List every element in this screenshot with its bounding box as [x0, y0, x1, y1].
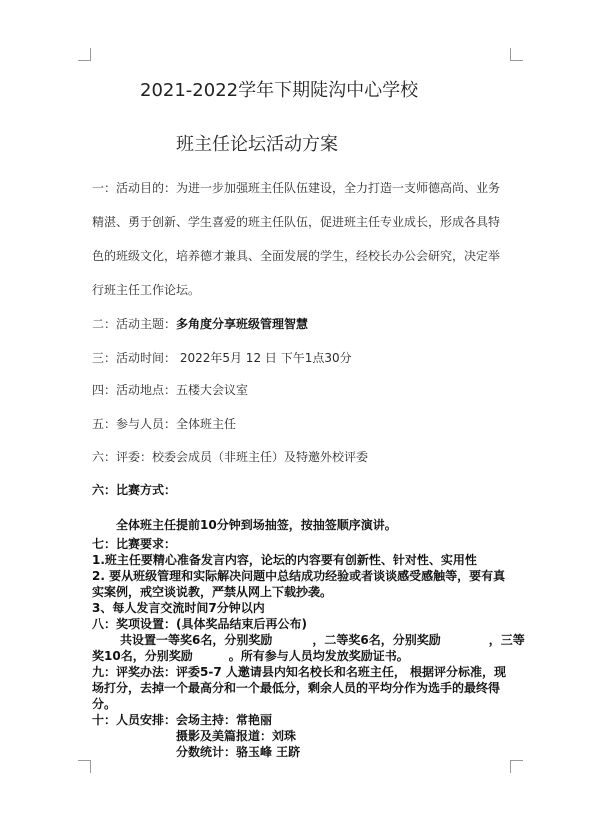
participants-line: 五：参与人员：全体班主任	[92, 417, 237, 431]
doc-title-line2: 班主任论坛活动方案	[176, 134, 338, 155]
purpose-line-3: 色的班级文化，培养德才兼具、全面发展的学生，经校长办公会研究，决定举	[92, 249, 501, 263]
place-line: 四：活动地点：五楼大会议室	[92, 383, 249, 397]
theme-label: 二：活动主题：	[92, 317, 177, 331]
awards-part-1: 共设置一等奖6名，分别奖励	[120, 633, 273, 647]
purpose-line-4: 行班主任工作论坛。	[92, 283, 201, 297]
requirements-title: 七：比赛要求：	[92, 537, 177, 551]
crop-mark-bottom-left	[78, 760, 91, 773]
evaluation-line-2: 场打分，去掉一个最高分和一个最低分，剩余人员的平均分作为选手的最终得	[92, 681, 501, 695]
evaluation-line-3: 分。	[92, 697, 117, 711]
judges-line: 六：评委：校委会成员（非班主任）及特邀外校评委	[92, 450, 369, 464]
requirement-1: 1.班主任要精心准备发言内容，论坛的内容要有创新性、针对性、实用性	[92, 553, 477, 567]
awards-line-2	[92, 648, 409, 664]
evaluation-line-1: 九：评奖办法：评委5-7 人邀请县内知名校长和名班主任， 根据评分标准，现	[92, 665, 507, 679]
awards-part-5: 。所有参与人员均发放奖励证书。	[228, 649, 409, 663]
purpose-line-1: 一：活动目的：为进一步加强班主任队伍建设，全力打造一支师德高尚、业务	[92, 181, 501, 195]
staff-line-1: 十：人员安排：会场主持：常艳丽	[92, 713, 273, 727]
crop-mark-bottom-right	[510, 760, 523, 773]
awards-part-4: 奖10名，分别奖励	[92, 649, 193, 663]
method-title: 六：比赛方式：	[92, 483, 177, 497]
awards-part-3: ，三等	[488, 633, 525, 647]
requirement-2a: 2. 要从班级管理和实际解决问题中总结成功经验或者谈谈感受感触等，要有真	[92, 569, 506, 583]
awards-line-1	[120, 632, 525, 648]
awards-title: 八：奖项设置：(具体奖品结束后再公布)	[92, 617, 307, 631]
time-line: 三：活动时间： 2022年5月 12 日 下午1点30分	[92, 351, 352, 365]
awards-part-2: ，二等奖6名，分别奖励	[312, 633, 441, 647]
crop-mark-top-right	[510, 48, 523, 61]
method-text: 全体班主任提前10分钟到场抽签，按抽签顺序演讲。	[116, 518, 397, 532]
requirement-3: 3、每人发言交流时间7分钟以内	[92, 601, 265, 615]
crop-mark-top-left	[78, 48, 91, 61]
staff-line-3: 分数统计：骆玉峰 王跻	[176, 745, 301, 759]
doc-title-line1: 2021-2022学年下期陡沟中心学校	[140, 80, 419, 101]
staff-line-2: 摄影及美篇报道：刘珠	[176, 729, 297, 743]
requirement-2b: 实案例，戒空谈说教，严禁从网上下载抄袭。	[92, 585, 333, 599]
purpose-line-2: 精湛、勇于创新、学生喜爱的班主任队伍，促进班主任专业成长，形成各具特	[92, 215, 501, 229]
theme-line	[92, 316, 308, 332]
theme-value: 多角度分享班级管理智慧	[176, 317, 309, 331]
